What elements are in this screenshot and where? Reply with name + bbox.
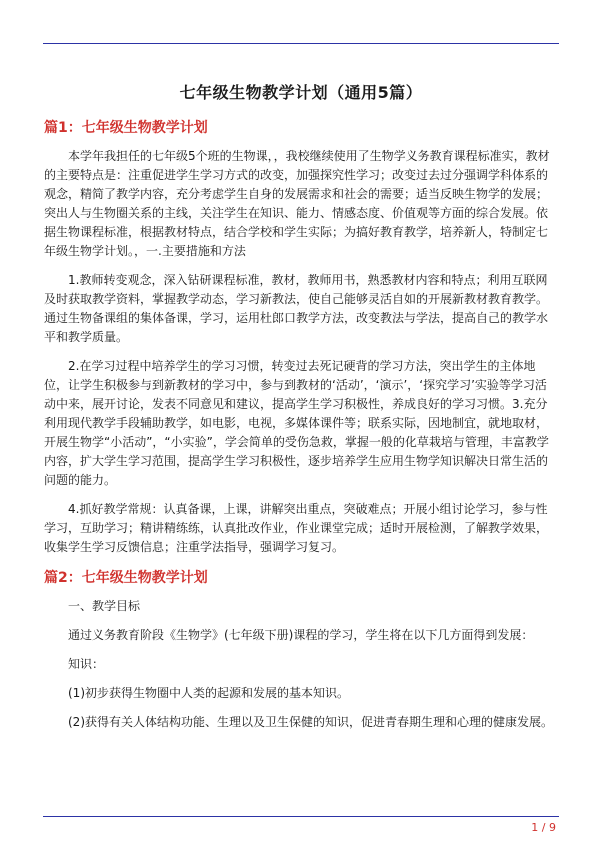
paragraph: 一、教学目标 bbox=[68, 599, 141, 613]
header-rule bbox=[43, 43, 559, 44]
page-number: 1 / 9 bbox=[531, 821, 556, 834]
document-title: 七年级生物教学计划（通用5篇） bbox=[179, 83, 423, 102]
section-heading-1: 篇1：七年级生物教学计划 bbox=[44, 120, 208, 136]
paragraph: 1.教师转变观念，深入钻研课程标准，教材，教师用书，熟悉教材内容和特点；利用互联网及时获取教学资料，掌握教学动态，学习新教法，使自己能够灵活自如的开展新教材教育教学。通过生物备课组的集体备课，学习，运用杜郎口教学方法，改变教法与学法，提高自己的教学水平和教学质量。 bbox=[44, 273, 549, 344]
paragraph: 知识： bbox=[68, 657, 105, 671]
section-heading-2: 篇2：七年级生物教学计划 bbox=[44, 570, 208, 586]
document-body bbox=[44, 72, 558, 742]
paragraph: 4.抓好教学常规：认真备课，上课，讲解突出重点，突破难点；开展小组讨论学习，参与性学习，互助学习；精讲精练练，认真批改作业，作业课堂完成；适时开展检测，了解教学效果，收集学生学习反馈信息；注重学法指导，强调学习复习。 bbox=[44, 502, 549, 554]
paragraph: 本学年我担任的七年级5个班的生物课，，我校继续使用了生物学义务教育课程标准实，教材的主要特点是：注重促进学生学习方式的改变，加强探究性学习；改变过去过分强调学科体系的观念，精简了教学内容，充分考虑学生自身的发展需求和社会的需要；适当反映生物学的发展；突出人与生物圈关系的主线，关注学生在知识、能力、情感态度、价值观等方面的综合发展。依据生物课程标准，根据教材特点，结合学校和学生实际；为搞好教育教学，培养新人，特制定七年级生物学计划。，一.主要措施和方法 bbox=[44, 149, 550, 258]
paragraph: 2.在学习过程中培养学生的学习习惯，转变过去死记硬背的学习方法，突出学生的主体地位，让学生积极参与到新教材的学习中，参与到教材的‘活动’，‘演示’，‘探究学习’实验等学习活动中来，展开讨论，发表不同意见和建议，提高学生学习积极性，养成良好的学习习惯。3.充分利用现代教学手段辅助教学，如电影，电视，多媒体课件等；联系实际，因地制宜，就地取材，开展生物学“小活动”，“小实验”，学会简单的受伤急救，掌握一般的化草栽培与管理，丰富教学内容，扩大学生学习范围，提高学生学习积极性，逐步培养学生应用生物学知识解决日常生活的问题的能力。 bbox=[44, 359, 549, 487]
paragraph: (2)获得有关人体结构功能、生理以及卫生保健的知识，促进青春期生理和心理的健康发展。 bbox=[68, 715, 554, 729]
paragraph: 通过义务教育阶段《生物学》(七年级下册)课程的学习，学生将在以下几方面得到发展： bbox=[68, 628, 534, 642]
paragraph: (1)初步获得生物圈中人类的起源和发展的基本知识。 bbox=[68, 686, 350, 700]
footer-rule bbox=[43, 816, 559, 817]
